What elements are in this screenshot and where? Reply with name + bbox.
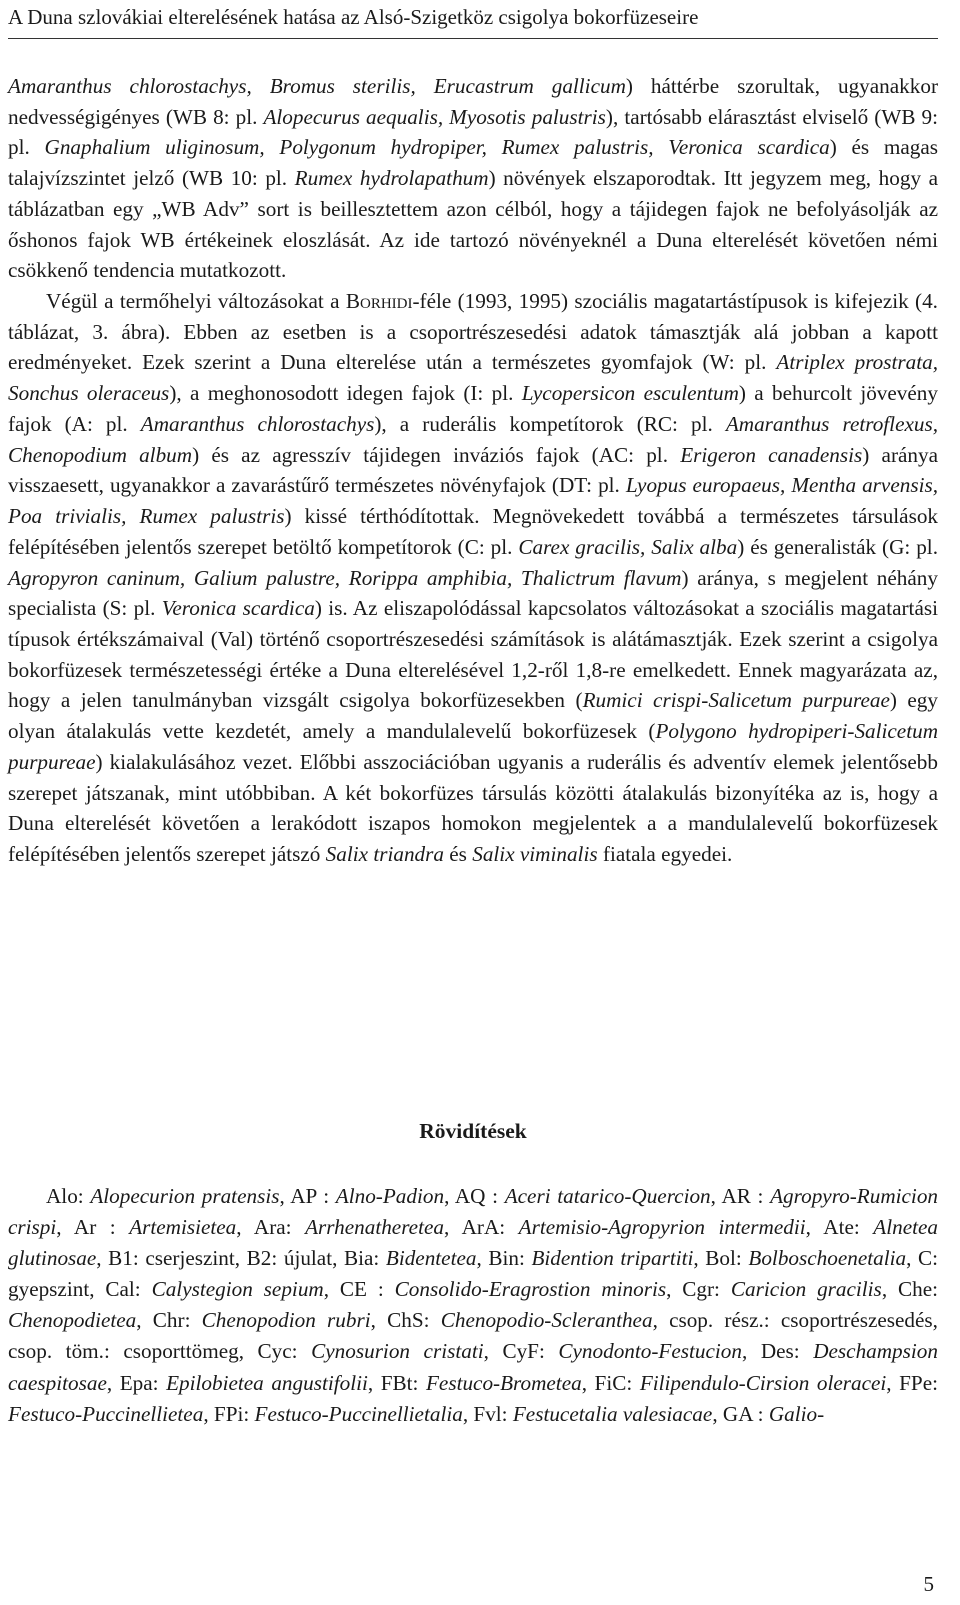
text-run: , FBt:: [367, 1370, 426, 1395]
text-run: ), a meghonosodott idegen fajok (I: pl.: [169, 381, 522, 406]
text-run: Alo:: [46, 1184, 91, 1208]
text-run: , CE :: [323, 1277, 395, 1302]
text-run: ) aránya visszaesett, ugyanakkor a zavarástűrő természetes növényfajok (DT: pl.: [8, 442, 938, 498]
italic-taxon: Amaranthus chlorostachys, Bromus sterilis, Erucastrum gallicum: [8, 74, 626, 98]
italic-taxon: Bidention tripartiti: [531, 1246, 694, 1271]
text-run: , FiC:: [581, 1370, 640, 1395]
text-run: ) háttérbe szorultak, ugyanakkor nedvességigényes (WB 8: pl.: [8, 74, 938, 129]
text-run: , Des:: [741, 1339, 814, 1364]
text-run: ), tartósabb elárasztást elviselő (WB 9: pl.: [8, 104, 939, 160]
text-run: , ArA:: [443, 1215, 519, 1240]
text-run: fiatala egyedei.: [597, 841, 733, 866]
italic-taxon: Alnetea glutinosae: [8, 1215, 938, 1271]
italic-taxon: Alopecurion pratensis: [90, 1184, 280, 1208]
text-run: , AQ :: [444, 1184, 505, 1208]
italic-taxon: Lycopersicon esculentum: [521, 381, 739, 406]
italic-taxon: Rumex hydrolapathum: [294, 166, 489, 191]
italic-taxon: Calystegion sepium: [151, 1277, 324, 1302]
text-run: , CyF:: [483, 1339, 559, 1364]
text-run: , ChS:: [370, 1308, 441, 1333]
italic-taxon: Galio-: [768, 1401, 825, 1426]
text-run: ) és az agresszív tájidegen inváziós fajok (AC: pl.: [192, 442, 681, 467]
italic-taxon: Alno-Padion: [335, 1184, 445, 1208]
italic-taxon: Gnaphalium uliginosum, Polygonum hydropiper, Rumex palustris, Veronica scardica: [44, 135, 830, 160]
italic-taxon: Chenopodion rubri: [201, 1308, 371, 1333]
text-run: , AP :: [279, 1184, 336, 1208]
italic-taxon: Amaranthus chlorostachys: [140, 411, 375, 436]
italic-taxon: Salix viminalis: [472, 841, 598, 866]
italic-taxon: Arrhenatheretea: [305, 1215, 444, 1240]
text-run: , Ate:: [805, 1215, 874, 1240]
italic-taxon: Amaranthus retroflexus, Chenopodium album: [8, 411, 939, 467]
text-run: ), a ruderális kompetítorok (RC: pl.: [374, 411, 726, 436]
text-run: , Ar :: [56, 1215, 130, 1240]
italic-taxon: Bidentetea: [385, 1246, 477, 1271]
page-number: 5: [923, 1572, 934, 1596]
text-run: , C: gyepszint, Cal:: [8, 1246, 938, 1302]
text-run: ) aránya, s megjelent néhány specialista (S: pl.: [8, 565, 938, 621]
italic-taxon: Caricion gracilis: [730, 1277, 882, 1302]
body-text: [8, 71, 938, 870]
italic-taxon: Carex gracilis, Salix alba: [518, 534, 738, 559]
italic-taxon: Artemisietea: [129, 1215, 237, 1240]
italic-taxon: Cynosurion cristati: [311, 1339, 484, 1364]
italic-taxon: Salix triandra: [325, 841, 444, 866]
text-run: ) is. Az eliszapolódással kapcsolatos változásokat a szociális magatartási típusok értékszámaival (Val) történő csoportrészesedési számítások is alátámasztják. Ezek szerint a csigolya bokorfüzesek természetességi értéke a Duna elterelésével 1,2-ről 1,8-re emelkedett. Ennek magyarázata az, hogy a jelen tanulmányban vizsgált csigolya bokorfüzesekben (: [8, 596, 938, 713]
text-run: , Ara:: [236, 1215, 306, 1240]
text-run: ) a behurcolt jövevény fajok (A: pl.: [8, 381, 938, 436]
italic-taxon: Lyopus europaeus, Mentha arvensis, Poa trivialis, Rumex palustris: [8, 473, 938, 529]
running-head: A Duna szlovákiai elterelésének hatása az Alsó-Szigetköz csigolya bokorfüzeseire: [8, 5, 699, 29]
text-run: , FPe:: [886, 1370, 939, 1395]
text-run: ) és magas talajvízszintet jelző (WB 10: pl.: [8, 135, 938, 191]
italic-taxon: Epilobietea angustifolii: [166, 1370, 368, 1395]
text-run: ) kissé térthódítottak. Megnövekedett továbbá a természetes társulások felépítésében jelentős szerepet betöltő kompetítorok (C: pl.: [8, 504, 939, 559]
italic-taxon: Polygono hydropiperi-Salicetum purpureae: [8, 719, 938, 774]
paragraph: [8, 71, 938, 286]
section-heading: Rövidítések: [419, 1119, 527, 1143]
text-run: , csop. rész.: csoportrészesedés, csop. töm.: csoporttömeg, Cyc:: [8, 1308, 938, 1364]
text-run: , Bin:: [476, 1246, 532, 1271]
abbreviations-list: [8, 1181, 938, 1430]
text-run: , AR :: [710, 1184, 771, 1208]
text-run: , FPi:: [203, 1401, 255, 1426]
text-run: ) egy olyan átalakulás vette kezdetét, amely a mandulalevelű bokorfüzesek (: [8, 688, 938, 744]
italic-taxon: Agropyro-Rumicion crispi: [8, 1184, 939, 1240]
italic-taxon: Erigeron canadensis: [680, 442, 863, 467]
italic-taxon: Agropyron caninum, Galium palustre, Rorippa amphibia, Thalictrum flavum: [8, 565, 682, 590]
text-run: ) növények elszaporodtak. Itt jegyzem meg, hogy a táblázatban egy „WB Adv” sort is beillesztettem azon célból, hogy a tájidegen fajok ne befolyásolják az őshonos fajok WB értékeinek eloszlását. Az ide tartozó növényeknél a Duna elterelését követően némi csökkenő tendencia mutatkozott.: [8, 166, 938, 283]
paragraph: [8, 286, 938, 870]
text-run: , Fvl:: [462, 1401, 513, 1426]
italic-taxon: Deschampsion caespitosae: [8, 1339, 938, 1395]
text-run: és: [443, 841, 473, 866]
italic-taxon: Festuco-Puccinellietalia: [254, 1401, 463, 1426]
text-run: , Cgr:: [666, 1277, 731, 1302]
text-run: ) kialakulásához vezet. Előbbi asszociációban ugyanis a ruderális és adventív elemek jelentősebb szerepet játszanak, mint utóbbiban. A két bokorfüzes társulás közötti átalakulás bizonyítéka az is, hogy a Duna elterelését követően a lerakódott iszapos homokon megjelentek a a mandulalevelű bokorfüzesek felépítésében jelentős szerepet játszó: [8, 749, 938, 866]
header-rule: [8, 38, 938, 39]
italic-taxon: Cynodonto-Festucion: [558, 1339, 742, 1364]
text-run: -féle (1993, 1995) szociális magatartástípusok is kifejezik (4. táblázat, 3. ábra). Ebben az esetben is a csoportrészesedési adatok támasztják alá jobban a kapott eredményeket. Ezek szerint a Duna elterelése után a természetes gyomfajok (W: pl.: [8, 289, 938, 375]
italic-taxon: Festucetalia valesiacae: [512, 1401, 713, 1426]
text-run: , Che:: [881, 1277, 939, 1302]
text-run: , Chr:: [136, 1308, 202, 1333]
italic-taxon: Festuco-Brometea: [425, 1370, 582, 1395]
italic-taxon: Festuco-Puccinellietea: [8, 1401, 204, 1426]
text-run: , Bol:: [693, 1246, 749, 1271]
text-run: , B1: cserjeszint, B2: újulat, Bia:: [96, 1246, 386, 1271]
italic-taxon: Consolido-Eragrostion minoris: [394, 1277, 667, 1302]
italic-taxon: Veronica scardica: [161, 596, 315, 621]
italic-taxon: Artemisio-Agropyrion intermedii: [518, 1215, 806, 1240]
italic-taxon: Atriplex prostrata, Sonchus oleraceus: [8, 350, 938, 406]
italic-taxon: Chenopodietea: [8, 1308, 137, 1333]
text-run: , GA :: [712, 1401, 769, 1426]
italic-taxon: Filipendulo-Cirsion oleracei: [639, 1370, 887, 1395]
italic-taxon: Chenopodio-Scleranthea: [440, 1308, 653, 1333]
italic-taxon: Alopecurus aequalis, Myosotis palustris: [263, 104, 606, 129]
text-run: ) és generalisták (G: pl.: [737, 534, 938, 559]
text-run: Végül a termőhelyi változásokat a: [46, 289, 346, 314]
italic-taxon: Rumici crispi-Salicetum purpureae: [582, 688, 890, 713]
author-name: Borhidi: [345, 289, 413, 314]
text-run: , Epa:: [106, 1370, 167, 1395]
italic-taxon: Aceri tatarico-Quercion: [504, 1184, 711, 1208]
italic-taxon: Bolboschoenetalia: [748, 1246, 907, 1271]
